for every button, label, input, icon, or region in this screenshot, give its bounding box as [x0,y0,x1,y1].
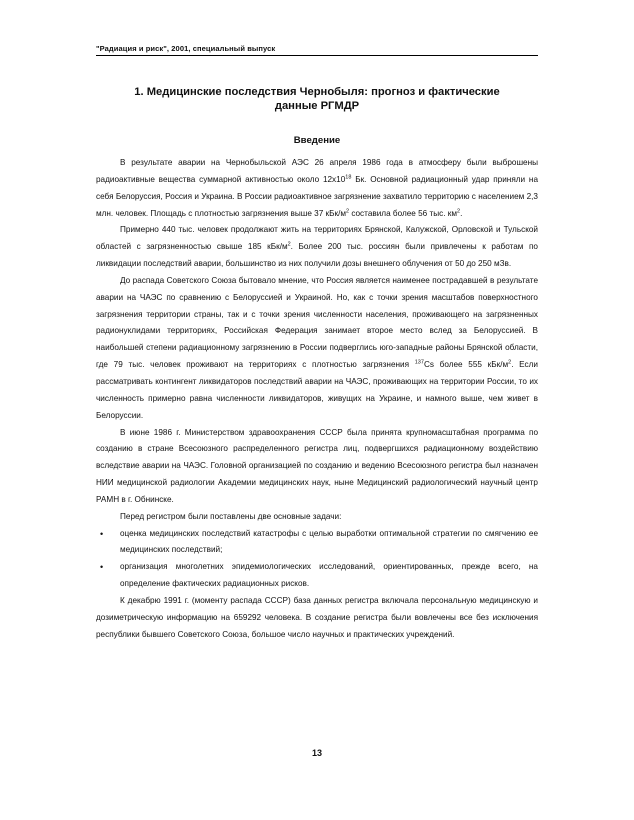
header-divider [96,55,538,56]
article-body [96,155,538,643]
paragraph-1: В результате аварии на Чернобыльской АЭС 26 апреля 1986 года в атмосферу были выброшены радиоактивные вещества суммарной активностью около $12x10^{18}$ Бк. Основной радиационный удар приняли на себя Белоруссия, Россия и Украина. В России радиоактивное загрязнение захватило территорию с населением 2,3 млн. человек. Площадь с плотностью загрязнения выше 37 кБк/$м^2$ составила более 56 тыс. $км^2$. [96,158,539,218]
article-title-line-1: 1. Медицинские последствия Чернобыля: прогноз и фактические [134,86,500,98]
section-heading: Введение [293,135,341,146]
paragraph-5: Перед регистром были поставлены две основные задачи: [120,511,342,521]
page-number: 13 [311,748,322,758]
list-item: • организация многолетних эпидемиологических исследований, ориентированных, прежде всего, на определение фактических радиационных рисков. [96,559,538,593]
bullet-icon: • [100,562,104,573]
running-header: "Радиация и риск", 2001, специальный выпуск [96,44,276,53]
article-title-line-2: данные РГМДР [274,100,360,112]
article-title [96,85,538,113]
paragraph-6: К декабрю 1991 г. (моменту распада СССР) база данных регистра включала персональную медицинскую и дозиметрическую информацию на 659292 человека. В создание регистра были вовлечены все без исключения республики бывшего Советского Союза, большое число научных и практических учреждений. [96,595,538,639]
paragraph-3: До распада Советского Союза бытовало мнение, что Россия является наименее пострадавшей в результате аварии на ЧАЭС по сравнению с Белоруссией и Украиной. Но, как с точки зрения масштабов поверхностного загрязнения территории страны, так и с точки зрения численности населения, проживающего на загрязненных радионуклидами территориях, Российская Федерация занимает второе место вслед за Белоруссией. В наибольшей степени радиационному загрязнению в России подверглись юго-западные районы Брянской области, где 79 тыс. человек проживают на территориях с плотностью загрязнения $^{137}$Cs более 555 кБк/$м^2$. Если рассматривать контингент ликвидаторов последствий аварии на ЧАЭС, проживающих на территории России, то их численность примерно равна численности ликвидаторов, живущих на Украине, и намного выше, чем живет в Белоруссии. [96,275,538,420]
task-list [96,526,538,593]
paragraph-2: Примерно 440 тыс. человек продолжают жить на территориях Брянской, Калужской, Орловской и Тульской областей с загрязненностью свыше 185 кБк/$м^2$. Более 200 тыс. россиян были привлечены к работам по ликвидации последствий аварии, большинство из них получили дозы внешнего облучения от 50 до 250 мЗв. [96,225,538,269]
list-item: • оценка медицинских последствий катастрофы с целью выработки оптимальной стратегии по смягчению ее медицинских последствий; [96,526,538,560]
paragraph-4: В июне 1986 г. Министерством здравоохранения СССР была принята крупномасштабная программа по созданию в стране Всесоюзного распределенного регистра лиц, подвергшихся радиационному воздействию вследствие аварии на ЧАЭС. Головной организацией по созданию и ведению Всесоюзного регистра был назначен НИИ медицинской радиологии Академии медицинских наук, ныне Медицинский радиологический научный центр РАМН в г. Обнинске. [96,427,538,504]
bullet-icon: • [100,528,104,539]
